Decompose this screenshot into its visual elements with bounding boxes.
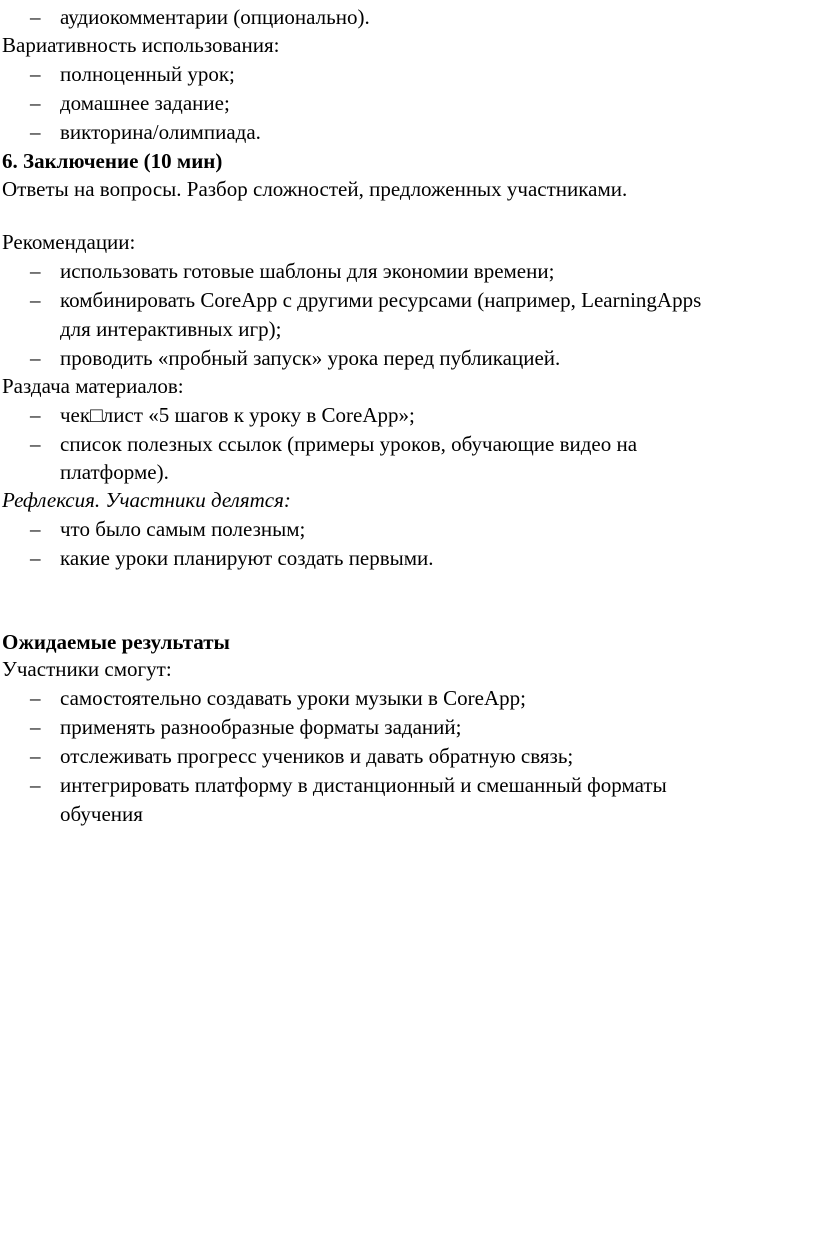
bullet-dash: – [30,346,41,370]
list-item-text: какие уроки планируют создать первыми. [60,546,434,570]
bullet-dash: – [30,62,41,86]
list-item-text: викторина/олимпиада. [60,120,261,144]
bullet-dash: – [30,517,41,541]
bullet-dash: – [30,773,41,797]
variability-heading: Вариативность использования: [2,33,280,57]
results-heading: Ожидаемые результаты [2,630,230,654]
list-item-text: отслеживать прогресс учеников и давать обратную связь; [60,744,574,768]
materials-heading: Раздача материалов: [2,374,184,398]
list-item-text: интегрировать платформу в дистанционный и смешанный форматы [60,773,667,797]
bullet-dash: – [30,432,41,456]
list-item-text: самостоятельно создавать уроки музыки в CoreApp; [60,686,526,710]
list-item-continuation: платформе). [60,460,169,484]
recommendations-heading: Рекомендации: [2,230,136,254]
bullet-dash: – [30,715,41,739]
list-item-continuation: для интерактивных игр); [60,317,282,341]
bullet-dash: – [30,5,41,29]
bullet-dash: – [30,120,41,144]
list-item-text: что было самым полезным; [60,517,306,541]
list-item-text: список полезных ссылок (примеры уроков, обучающие видео на [60,432,638,456]
list-item-text: использовать готовые шаблоны для экономии времени; [60,259,555,283]
bullet-dash: – [30,744,41,768]
list-item-text: домашнее задание; [60,91,230,115]
conclusion-text: Ответы на вопросы. Разбор сложностей, предложенных участниками. [2,177,628,201]
bullet-dash: – [30,403,41,427]
list-item-text: проводить «пробный запуск» урока перед публикацией. [60,346,561,370]
bullet-dash: – [30,91,41,115]
bullet-dash: – [30,259,41,283]
bullet-dash: – [30,546,41,570]
list-item-text: чек□лист «5 шагов к уроку в CoreApp»; [60,403,415,427]
list-item-continuation: обучения [60,802,143,826]
bullet-dash: – [30,686,41,710]
list-item-text: комбинировать CoreApp с другими ресурсами (например, LearningApps [60,288,702,312]
list-item-text: полноценный урок; [60,62,235,86]
list-item-text: аудиокомментарии (опционально). [60,5,370,29]
results-intro: Участники смогут: [2,657,172,681]
list-item-text: применять разнообразные форматы заданий; [60,715,462,739]
conclusion-heading: 6. Заключение (10 мин) [2,149,223,173]
reflection-heading: Рефлексия. Участники делятся: [2,488,291,512]
bullet-dash: – [30,288,41,312]
